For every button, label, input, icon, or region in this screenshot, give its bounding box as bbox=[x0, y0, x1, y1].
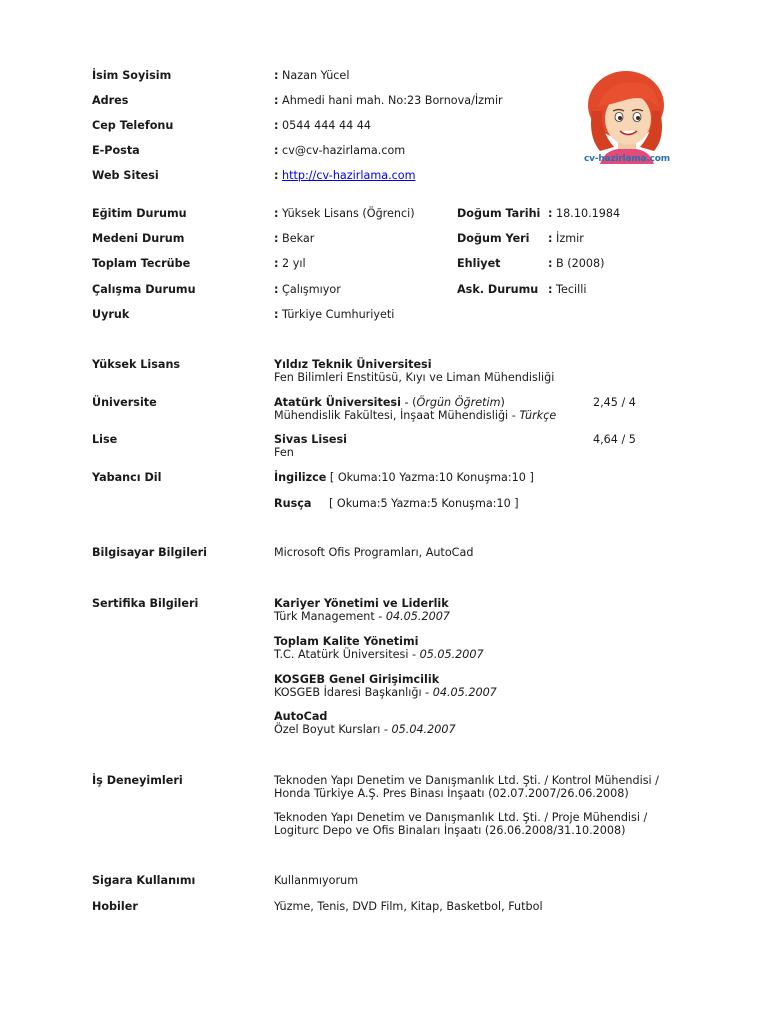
certificate-title: Kariyer Yönetimi ve Liderlik bbox=[274, 597, 449, 610]
label-highschool: Lise bbox=[92, 433, 118, 446]
label-education-status: Eğitim Durumu bbox=[92, 207, 187, 220]
certificate-title: Toplam Kalite Yönetimi bbox=[274, 635, 419, 648]
label-phone: Cep Telefonu bbox=[92, 119, 174, 132]
label-university: Üniversite bbox=[92, 396, 157, 409]
label-military-status: Ask. Durumu bbox=[457, 283, 539, 296]
label-marital-status: Medeni Durum bbox=[92, 232, 185, 245]
label-languages: Yabancı Dil bbox=[92, 471, 162, 484]
value-smoking: Kullanmıyorum bbox=[274, 874, 359, 887]
value-phone: : 0544 444 44 44 bbox=[274, 119, 372, 132]
label-license: Ehliyet bbox=[457, 257, 501, 270]
university-gpa: 2,45 / 4 bbox=[593, 396, 636, 409]
masters-school: Yıldız Teknik Üniversitesi bbox=[274, 358, 432, 371]
language-russian: Rusça bbox=[274, 497, 312, 510]
photo-caption: cv-hazirlama.com bbox=[584, 154, 670, 164]
value-birth-date: : 18.10.1984 bbox=[548, 207, 621, 220]
value-work-status: : Çalışmıyor bbox=[274, 283, 341, 296]
masters-dept: Fen Bilimleri Enstitüsü, Kıyı ve Liman Mühendisliği bbox=[274, 371, 555, 384]
label-certificates: Sertifika Bilgileri bbox=[92, 597, 199, 610]
label-name: İsim Soyisim bbox=[92, 69, 172, 82]
highschool-dept: Fen bbox=[274, 446, 294, 459]
value-computer: Microsoft Ofis Programları, AutoCad bbox=[274, 546, 474, 559]
value-nationality: : Türkiye Cumhuriyeti bbox=[274, 308, 395, 321]
experience-line: Teknoden Yapı Denetim ve Danışmanlık Ltd. Şti. / Kontrol Mühendisi / bbox=[274, 774, 659, 787]
label-total-experience: Toplam Tecrübe bbox=[92, 257, 191, 270]
label-birth-date: Doğum Tarihi bbox=[457, 207, 541, 220]
language-english: İngilizce [ Okuma:10 Yazma:10 Konuşma:10 ] bbox=[274, 471, 534, 484]
highschool-gpa: 4,64 / 5 bbox=[593, 433, 636, 446]
university-dept: Mühendislik Fakültesi, İnşaat Mühendisliği - Türkçe bbox=[274, 409, 557, 422]
label-website: Web Sitesi bbox=[92, 169, 159, 182]
experience-line: Honda Türkiye A.Ş. Pres Binası İnşaatı (02.07.2007/26.06.2008) bbox=[274, 787, 629, 800]
label-email: E-Posta bbox=[92, 144, 140, 157]
value-military-status: : Tecilli bbox=[548, 283, 587, 296]
certificate-org: KOSGEB İdaresi Başkanlığı - 04.05.2007 bbox=[274, 686, 497, 699]
label-hobbies: Hobiler bbox=[92, 900, 138, 913]
value-education-status: : Yüksek Lisans (Öğrenci) bbox=[274, 207, 415, 220]
value-total-experience: : 2 yıl bbox=[274, 257, 306, 270]
label-work-status: Çalışma Durumu bbox=[92, 283, 196, 296]
label-computer: Bilgisayar Bilgileri bbox=[92, 546, 207, 559]
label-address: Adres bbox=[92, 94, 129, 107]
value-name: : Nazan Yücel bbox=[274, 69, 350, 82]
label-smoking: Sigara Kullanımı bbox=[92, 874, 196, 887]
profile-photo bbox=[578, 67, 676, 164]
label-experience: İş Deneyimleri bbox=[92, 774, 183, 787]
value-birth-place: : İzmir bbox=[548, 232, 584, 245]
experience-line: Teknoden Yapı Denetim ve Danışmanlık Ltd. Şti. / Proje Mühendisi / bbox=[274, 811, 648, 824]
website-link[interactable]: http://cv-hazirlama.com bbox=[282, 169, 416, 182]
highschool-school: Sivas Lisesi bbox=[274, 433, 347, 446]
label-birth-place: Doğum Yeri bbox=[457, 232, 530, 245]
avatar-illustration-icon bbox=[578, 67, 676, 164]
language-russian-detail: [ Okuma:5 Yazma:5 Konuşma:10 ] bbox=[329, 497, 519, 510]
value-hobbies: Yüzme, Tenis, DVD Film, Kitap, Basketbol, Futbol bbox=[274, 900, 543, 913]
label-masters: Yüksek Lisans bbox=[92, 358, 181, 371]
experience-line: Logiturc Depo ve Ofis Binaları İnşaatı (26.06.2008/31.10.2008) bbox=[274, 824, 626, 837]
certificate-title: AutoCad bbox=[274, 710, 328, 723]
certificate-org: Türk Management - 04.05.2007 bbox=[274, 610, 450, 623]
certificate-org: Özel Boyut Kursları - 05.04.2007 bbox=[274, 723, 456, 736]
certificate-title: KOSGEB Genel Girişimcilik bbox=[274, 673, 440, 686]
value-marital-status: : Bekar bbox=[274, 232, 315, 245]
certificate-org: T.C. Atatürk Üniversitesi - 05.05.2007 bbox=[274, 648, 484, 661]
value-email: : cv@cv-hazirlama.com bbox=[274, 144, 406, 157]
value-license: : B (2008) bbox=[548, 257, 605, 270]
label-nationality: Uyruk bbox=[92, 308, 130, 321]
value-website: : http://cv-hazirlama.com bbox=[274, 169, 416, 182]
university-school: Atatürk Üniversitesi - (Örgün Öğretim) bbox=[274, 396, 505, 409]
value-address: : Ahmedi hani mah. No:23 Bornova/İzmir bbox=[274, 94, 503, 107]
